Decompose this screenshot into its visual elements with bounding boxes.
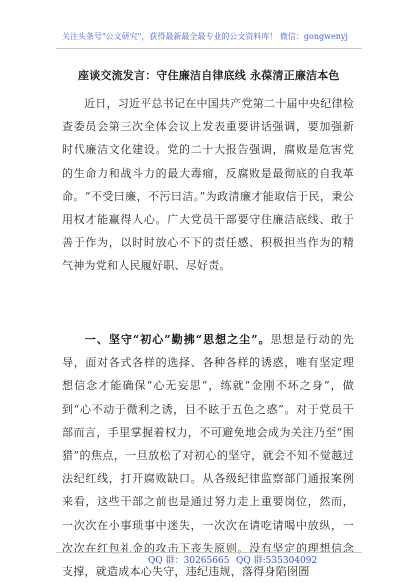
header-divider [56,48,362,49]
section-heading: 一、坚守“初心”勤拂“思想之尘”。 [84,333,271,346]
paragraph-section-one-text: 思想是行动的先导，面对各式各样的选择、各种各样的诱惑，唯有坚定理想信念才能确保“心无妄思”，练就“金刚不坏之身”，做到“心不动于微利之诱，目不眩于五色之惑”。对于党员干部而言，手里掌握着权力，不可避免地会成为关注乃至“围猎”的焦点，一旦放松了对初心的坚守，就会不知不觉越过法纪红线，打开腐败缺口。从各级纪律监察部门通报案例来看，这些干部之前也是通过努力走上重要岗位，然而，一次次在小事琐事中迷失，一次次在请吃请喝中放纵，一次次在红包礼金的攻击下丧失原则。没有坚定的理想信念支撑，就造成本心失守，违纪违规，落得身陷囹圄 [62,333,354,579]
document-title: 座谈交流发言：守住廉洁自律底线 永葆清正廉洁本色 [78,69,340,82]
footer-qq-group-1: QQ 群：30265665 [148,556,230,566]
header-banner: 关注头条号"公文研究"，获得最新最全最专业的公文资料库！ 微信：gongwenyj [62,32,348,41]
footer-divider [56,552,362,553]
footer-qq-group-2: QQ 群:535304092 [236,556,318,566]
paragraph-intro [62,92,354,278]
paragraph-section-one [62,328,354,583]
paragraph-intro-text: 近日，习近平总书记在中国共产党第二十届中央纪律检查委员会第三次全体会议上发表重要讲话强调，要加强新时代廉洁文化建设。党的二十大报告强调，腐败是危害党的生命力和战斗力的最大毒瘤，反腐败是最彻底的自我革命。“不受曰廉，不污曰洁。”为政清廉才能取信于民，秉公用权才能赢得人心。广大党员干部要守住廉洁底线、敢于善于作为，以时时放心不下的责任感、积极担当作为的精气神为党和人民履好职、尽好责。 [62,97,354,273]
